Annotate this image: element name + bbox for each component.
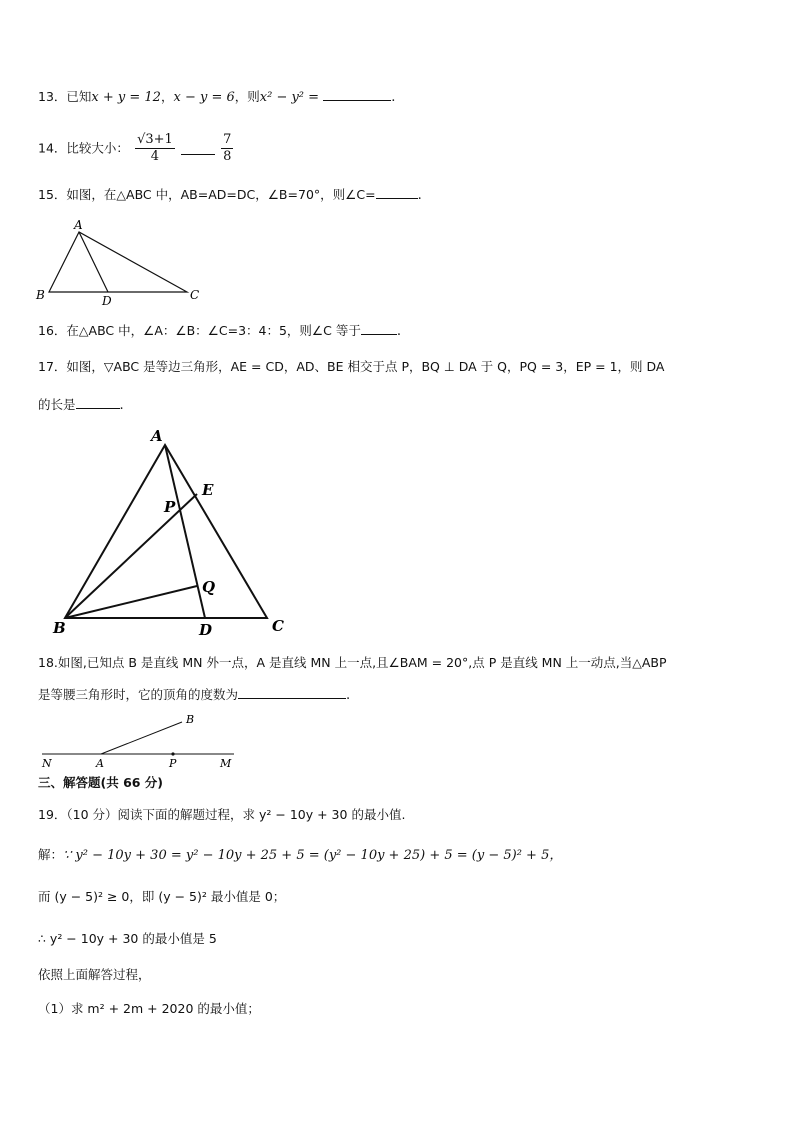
expression: x² − y² = xyxy=(259,90,320,105)
solution-step: ∵ y² − 10y + 30 = y² − 10y + 25 + 5 = (y² − 10y + 25) + 5 = (y − 5)² + 5， xyxy=(63,848,563,863)
question-number: 18. xyxy=(38,655,58,670)
equation-1: x + y = 12 xyxy=(91,90,161,105)
solution-step: 而 (y − 5)² ≥ 0，即 (y − 5)² 最小值是 0； xyxy=(38,889,286,904)
label-Q: Q xyxy=(202,578,216,596)
solution-line-3 xyxy=(38,930,217,949)
question-text: 如图，▽ABC 是等边三角形，AE = CD，AD、BE 相交于点 P，BQ ⊥ DA 于 Q，PQ = 3，EP = 1，则 DA xyxy=(66,359,665,374)
label-P: P xyxy=(164,498,176,516)
question-16 xyxy=(38,322,401,341)
period: . xyxy=(119,398,124,413)
fraction-numerator: 7 xyxy=(223,132,232,147)
label-D: D xyxy=(102,294,112,308)
question-17-line-1 xyxy=(38,358,664,377)
figure-q17-equilateral-triangle xyxy=(45,425,305,640)
label-B: B xyxy=(186,713,195,726)
separator: ， xyxy=(160,89,174,104)
question-number: 16． xyxy=(38,323,67,338)
question-number: 13． xyxy=(38,89,67,104)
solution-line-4 xyxy=(38,966,151,985)
fraction-denominator: 8 xyxy=(223,149,232,164)
label-A: A xyxy=(96,757,104,770)
question-text: 是等腰三角形时，它的顶角的度数为 xyxy=(38,687,239,702)
question-18-line-2 xyxy=(38,686,350,705)
sub-question-text: （1）求 m² + 2m + 2020 的最小值； xyxy=(38,1001,260,1016)
answer-blank xyxy=(76,396,120,409)
period: . xyxy=(346,688,351,703)
sub-question-1 xyxy=(38,1000,260,1019)
period: . xyxy=(391,90,396,105)
fraction-denominator: 4 xyxy=(150,149,160,164)
solution-label: 解： xyxy=(38,847,64,862)
question-text: （10 分）阅读下面的解题过程，求 y² − 10y + 30 的最小值. xyxy=(66,807,406,822)
question-text: 在△ABC 中，∠A：∠B：∠C=3：4：5，则∠C 等于 xyxy=(66,323,361,338)
solution-conclusion: ∴ y² − 10y + 30 的最小值是 5 xyxy=(38,931,217,946)
figure-q18-line-mn xyxy=(36,712,241,770)
label-A: A xyxy=(74,218,83,232)
answer-blank xyxy=(376,186,418,199)
question-number: 14． xyxy=(38,140,67,156)
question-text: 如图，在△ABC 中，AB=AD=DC，∠B=70°，则∠C= xyxy=(66,187,376,202)
label-C: C xyxy=(272,617,284,635)
label-M: M xyxy=(220,757,232,770)
question-18-line-1 xyxy=(38,654,667,673)
question-text: 如图,已知点 B 是直线 MN 外一点，A 是直线 MN 上一点,且∠BAM = 20°,点 P 是直线 MN 上一动点,当△ABP xyxy=(57,655,667,670)
instruction-text: 依照上面解答过程， xyxy=(38,967,151,982)
label-B: B xyxy=(36,288,45,302)
fraction-numerator: √3+1 xyxy=(137,132,173,147)
label-B: B xyxy=(53,619,66,637)
label-P: P xyxy=(169,757,177,770)
question-14 xyxy=(38,132,235,165)
solution-line-2 xyxy=(38,888,285,907)
solution-line-1 xyxy=(38,846,562,865)
fraction-right xyxy=(221,132,233,165)
answer-blank xyxy=(361,322,397,335)
question-number: 19． xyxy=(38,807,67,822)
figure-q15-triangle xyxy=(30,215,220,310)
question-number: 17． xyxy=(38,359,67,374)
period: . xyxy=(417,188,422,203)
question-19 xyxy=(38,806,405,825)
question-text: 的长是 xyxy=(38,397,76,412)
section-heading: 三、解答题(共 66 分) xyxy=(38,775,164,790)
question-text: ，则 xyxy=(234,89,260,104)
equation-2: x − y = 6 xyxy=(173,90,235,105)
label-A: A xyxy=(151,427,163,445)
answer-blank xyxy=(323,88,391,101)
period: . xyxy=(396,324,401,339)
question-number: 15． xyxy=(38,187,67,202)
label-E: E xyxy=(202,481,214,499)
question-text: 比较大小： xyxy=(66,140,129,156)
fraction-left xyxy=(135,132,175,165)
label-D: D xyxy=(199,621,213,639)
question-13 xyxy=(38,88,395,107)
label-N: N xyxy=(42,757,52,770)
question-text: 已知 xyxy=(66,89,92,104)
question-17-line-2 xyxy=(38,396,124,415)
label-C: C xyxy=(190,288,200,302)
question-15 xyxy=(38,186,422,205)
answer-blank xyxy=(238,686,346,699)
answer-blank xyxy=(181,142,215,155)
